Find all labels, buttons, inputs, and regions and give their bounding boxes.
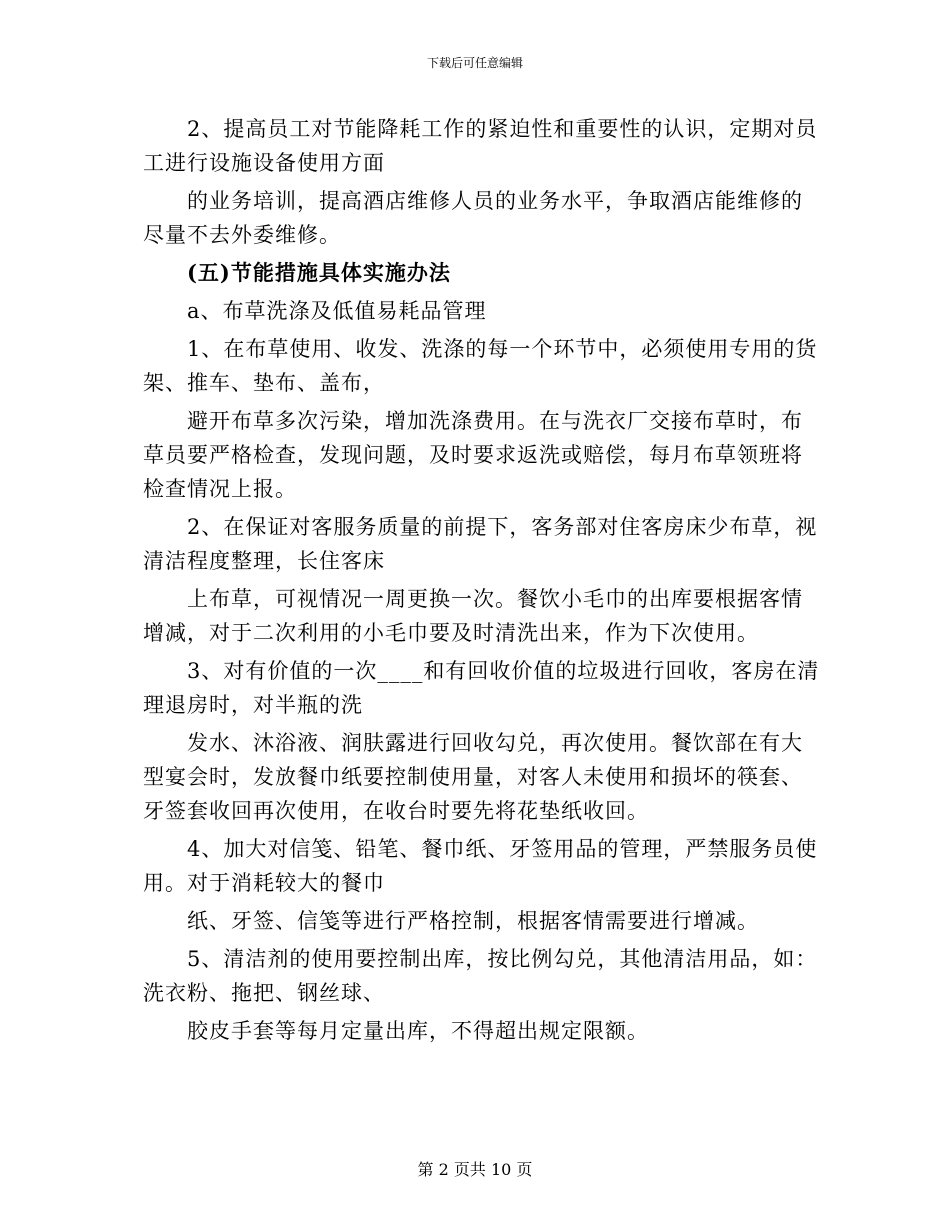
heading-line: (五)节能措施具体实施办法	[187, 260, 451, 285]
page-header: 下载后可任意编辑	[426, 56, 523, 70]
text-line: 洗衣粉、拖把、钢丝球、	[143, 981, 385, 1005]
text-line: 尽量不去外委维修。	[143, 223, 341, 247]
text-line: 的业务培训，提高酒店维修人员的业务水平，争取酒店能维修的	[187, 189, 803, 213]
text-line: 1、在布草使用、收发、洗涤的每一个环节中，必须使用专用的货	[187, 337, 818, 361]
page-footer: 第 2 页共 10 页	[417, 1160, 533, 1179]
subsection-heading	[143, 294, 813, 328]
paragraph	[143, 184, 813, 252]
paragraph	[143, 510, 818, 578]
paragraph	[143, 404, 813, 506]
text-line: 清洁程度整理，长住客床	[143, 549, 385, 573]
text-line: 型宴会时，发放餐巾纸要控制使用量，对客人未使用和损坏的筷套、	[143, 765, 803, 789]
text-line: 增减，对于二次利用的小毛巾要及时清洗出来，作为下次使用。	[143, 621, 759, 645]
paragraph	[143, 942, 818, 1010]
text-line: 发水、沐浴液、润肤露进行回收勾兑，再次使用。餐饮部在有大	[187, 731, 803, 755]
paragraph	[143, 654, 820, 722]
paragraph	[143, 904, 813, 938]
text-line: 避开布草多次污染，增加洗涤费用。在与洗衣厂交接布草时，布	[187, 409, 803, 433]
text-line: 工进行设施设备使用方面	[143, 151, 385, 175]
text-line: 5、清洁剂的使用要控制出库，按比例勾兑，其他清洁用品，如：	[187, 947, 818, 971]
text-line: 架、推车、垫布、盖布，	[143, 371, 385, 395]
paragraph	[143, 1014, 813, 1048]
text-line: 检查情况上报。	[143, 477, 297, 501]
text-line: 2、在保证对客服务质量的前提下，客务部对住客房床少布草，视	[187, 515, 818, 539]
text-line: 4、加大对信笺、铅笔、餐巾纸、牙签用品的管理，严禁服务员使	[187, 837, 818, 861]
text-line: 用。对于消耗较大的餐巾	[143, 871, 385, 895]
text-line: 理退房时，对半瓶的洗	[143, 693, 363, 717]
paragraph	[143, 112, 818, 180]
paragraph	[143, 582, 813, 650]
document-body	[143, 112, 820, 1048]
text-line: 牙签套收回再次使用，在收台时要先将花垫纸收回。	[143, 799, 649, 823]
text-line: 3、对有价值的一次____和有回收价值的垃圾进行回收，客房在清	[187, 659, 820, 683]
text-line: a、布草洗涤及低值易耗品管理	[187, 299, 487, 323]
text-line: 草员要严格检查，发现问题，及时要求返洗或赔偿，每月布草领班将	[143, 443, 803, 467]
text-line: 胶皮手套等每月定量出库，不得超出规定限额。	[187, 1019, 649, 1043]
text-line: 纸、牙签、信笺等进行严格控制，根据客情需要进行增减。	[187, 909, 759, 933]
text-line: 上布草，可视情况一周更换一次。餐饮小毛巾的出库要根据客情	[187, 587, 803, 611]
paragraph	[143, 726, 813, 828]
paragraph	[143, 332, 818, 400]
text-line: 2、提高员工对节能降耗工作的紧迫性和重要性的认识，定期对员	[187, 117, 818, 141]
paragraph	[143, 832, 818, 900]
section-heading	[143, 256, 813, 290]
